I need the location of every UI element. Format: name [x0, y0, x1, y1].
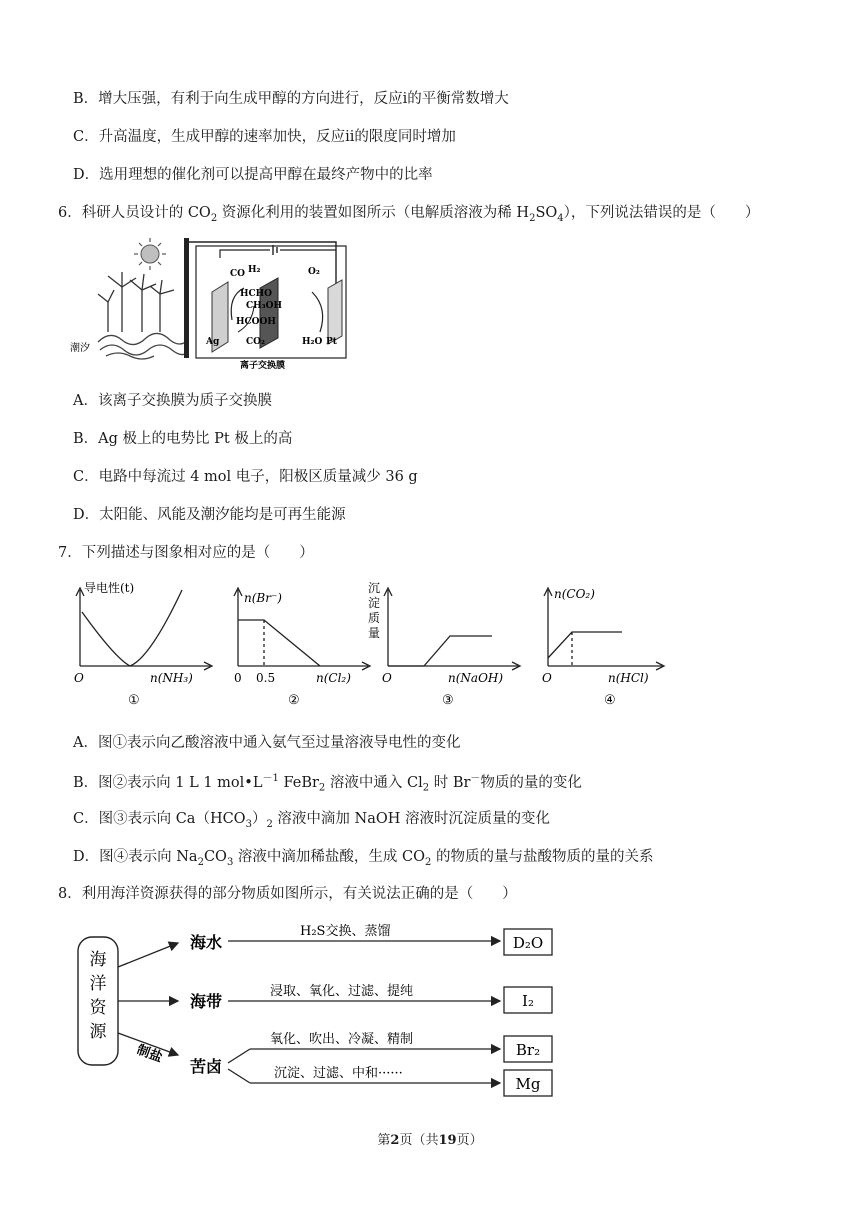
wind-turbine-icon: [98, 272, 174, 332]
graph1-origin: O: [74, 671, 84, 685]
graph3-xlabel: n(NaOH): [448, 671, 504, 685]
branch-salt-label: 制盐: [134, 1042, 165, 1066]
label-h2o: H₂O: [302, 337, 323, 347]
q6-option-a: A．该离子交换膜为质子交换膜: [73, 393, 272, 409]
page-footer: 第2页（共19页）: [377, 1133, 483, 1148]
graph2-origin: 0: [234, 671, 242, 685]
graph2-xlabel: n(Cl₂): [316, 671, 351, 685]
graph4-ylabel: n(CO₂): [554, 587, 595, 601]
label-h2: H₂: [248, 265, 261, 275]
electrolysis-device-figure: [70, 232, 360, 374]
step-kelp: 浸取、氧化、过滤、提纯: [270, 984, 414, 999]
graph2-ylabel: n(Br⁻): [244, 591, 282, 605]
q5-option-b: B．增大压强，有利于向生成甲醇的方向进行，反应ⅰ的平衡常数增大: [73, 91, 509, 107]
label-pt: Pt: [326, 337, 337, 347]
label-ag: Ag: [206, 337, 220, 347]
label-co2: CO₂: [246, 337, 265, 347]
graph4-number: ④: [604, 693, 616, 708]
sun-icon: [134, 238, 166, 270]
source-label-text: 海洋资源: [89, 950, 107, 1042]
graph1-ylabel: 导电性(t): [84, 581, 135, 595]
kelp-label: 海带: [190, 992, 223, 1011]
q7-option-c: C．图③表示向 $Ca(HCO_3)_2$ 溶液中滴加 NaOH 溶液时沉淀质量的变化: [73, 811, 551, 830]
graph3-number: ③: [442, 693, 454, 708]
label-o2: O₂: [308, 267, 320, 277]
q6-option-d: D．太阳能、风能及潮汐能均是可再生能源: [73, 507, 346, 523]
brine-label: 苦卤: [190, 1057, 223, 1076]
q6-option-b: B．Ag 极上的电势比 Pt 极上的高: [73, 431, 293, 447]
prod-br2: Br₂: [515, 1041, 541, 1059]
prod-mg: Mg: [515, 1075, 541, 1093]
prod-i2: I₂: [522, 992, 534, 1010]
q7-option-b: B．图②表示向 1 L 1 $mol•L^{-1}$ FeBr$_2$ 溶液中通入 $Cl_2$ 时 Br－物质的量的变化: [73, 773, 582, 794]
pt-electrode: [328, 280, 342, 344]
q5-option-c: C．升高温度，生成甲醇的速率加快，反应ⅱ的限度同时增加: [73, 129, 456, 145]
graph4-xlabel: n(HCl): [608, 671, 649, 685]
label-co: CO: [230, 269, 246, 279]
prod-d2o: D₂O: [512, 934, 544, 952]
graph4-origin: O: [542, 671, 552, 685]
graph1-number: ①: [128, 693, 140, 708]
wave-icon: [98, 333, 188, 359]
graph3-ylabel: [368, 581, 380, 640]
q8-stem: 8．利用海洋资源获得的部分物质如图所示，有关说法正确的是（ ）: [58, 886, 517, 902]
q6-option-c: C．电路中每流过 4 mol 电子，阳极区质量减少 36 g: [73, 469, 418, 485]
step-seawater: H₂S交换、蒸馏: [300, 924, 391, 939]
q7-stem: 7．下列描述与图象相对应的是（ ）: [58, 545, 314, 561]
q7-graphs: [70, 578, 670, 708]
q5-option-d: D．选用理想的催化剂可以提高甲醇在最终产物中的比率: [73, 167, 433, 183]
source-label: [90, 950, 108, 1042]
label-hcho: HCHO: [240, 289, 273, 299]
graph3-ylabel-text: 沉淀质量: [368, 581, 381, 640]
graph2-tick: 0.5: [256, 671, 276, 685]
q7-option-a: A．图①表示向乙酸溶液中通入氨气至过量溶液导电性的变化: [73, 735, 461, 751]
step-br: 氧化、吹出、冷凝、精制: [270, 1032, 414, 1047]
label-membrane: 离子交换膜: [240, 361, 286, 371]
seawater-label: 海水: [190, 933, 223, 952]
ocean-resource-flowchart: [70, 915, 570, 1105]
label-hcooh: HCOOH: [236, 317, 276, 327]
step-mg: 沉淀、过滤、中和······: [274, 1066, 403, 1081]
label-ch3oh: CH₃OH: [246, 301, 282, 311]
label-tide: 潮汐: [70, 343, 90, 354]
q6-stem: 6．科研人员设计的 $CO_2$ 资源化利用的装置如图所示（电解质溶液为稀 $H_2SO_4$），下列说法错误的是（ ）: [58, 205, 760, 224]
graph1-xlabel: n(NH₃): [150, 671, 193, 685]
q7-option-d: D．图④表示向 $Na_2CO_3$ 溶液中滴加稀盐酸，生成 $CO_2$ 的物质的量与盐酸物质的量的关系: [73, 849, 654, 868]
graph3-origin: O: [382, 671, 392, 685]
collector-bar: [184, 238, 189, 358]
graph2-number: ②: [288, 693, 300, 708]
